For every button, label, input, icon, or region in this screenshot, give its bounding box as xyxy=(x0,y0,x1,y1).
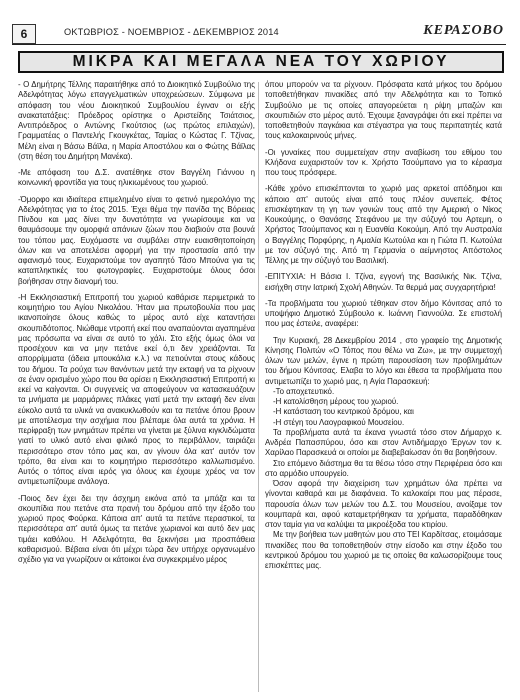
column-divider xyxy=(258,82,259,692)
list-item: -Η κατολίσθηση μέρους του χωριού. xyxy=(273,397,399,406)
list-item: -Το αποχετευτικό. xyxy=(273,386,335,396)
article-paragraph: - Ο Δημήτρης Τέλλης παραιτήθηκε από το Διοικητικό Συμβούλιο της Αδελφότητας λόγω επαγγελματικών υποχρεώσεων. Σύμφωνα με απόφαση του νέου Διοικητικού Συμβουλίου έγιναν οι εξής ανακατατάξεις: Πρόεδρος ορίστηκε ο Αριστείδης Τσιάτσιος, Αντιπρόεδρος ο Αντώνης Γκούτσιος (ως πρώτος επιλαχών), Γραμματέας ο Παντελής Γκουγκέτας, Ταμίας ο Κώστας Γ. Τζίνας, Μέλη είναι η Βάσω Βάϊλα, η Μαρία Αποστόλου και ο Φώτης Βάϊλας (στη θέση του Δημήτρη Μανέκα). xyxy=(18,80,255,161)
list-item: -Η κατάσταση του κεντρικού δρόμου, και xyxy=(273,407,414,417)
article-paragraph: Με την βοήθεια των μαθητών μου στο ΤΕΙ Καρδίτσας, ετοιμάσαμε πινακίδες που θα τοποθετηθούν στην είσοδο και στην έξοδο του κεντρικού δρόμου του χωριού με τις οποίες θα καλωσορίζουμε τους επισκέπτες μας. xyxy=(265,530,502,570)
publication-name: ΚΕΡΑΣΟΒΟ xyxy=(423,23,504,38)
article-paragraph: -Ποιος δεν έχει δει την άσχημη εικόνα από τα μπάζα και τα σκουπίδια που πετάνε στα πρανή του δρόμου από την έξοδο του χωριού προς Φούρκα. Κάποια απ' αυτά τα πετάνε περαστικοί, τα περισσότερα απ' αυτά όμως τα πετάνε χωριανοί και αυτό δεν μας τιμάει καθόλου. Η Αδελφότητα, θα ξεκινήσει μια προσπάθεια καθαρισμού. Βέβαια είναι ότι μέχρι τώρα δεν υπήρχε οργανωμένο σχέδιο για να γνωρίζουν οι κάτοικοι ένα συγκεκριμένο μέρος xyxy=(18,493,255,564)
article-paragraph: -Οι γυναίκες που συμμετείχαν στην αναβίωση του εθίμου του Κλήδονα ευχαριστούν τον κ. Χρήστο Τσούμπανο για το κέρασμα που τους πρόσφερε. xyxy=(265,147,502,177)
article-paragraph: -Τα προβλήματα του χωριού τέθηκαν στον δήμο Κόνιτσας από το υποψήφιο Δημοτικό Σύμβουλο κ. Ιωάννη Γιαννούλα. Σε επιστολή που μας έστειλε, αναφέρει: xyxy=(265,298,502,329)
article-paragraph: -Η Εκκλησιαστική Επιτροπή του χωριού καθάρισε περιμετρικά το κοιμητήριο του Αγίου Νικολάου. Ήταν μια πρωτοβουλία που μας ικανοποίησε όλους καθώς το μέρος αυτό είχε καταντήσει σκουπιδότοπος. Νιώθαμε ντροπή εκεί που αναπαύονται αγαπημένα μας πρόσωπα να είναι σε αυτό το χάλι. Στο εξής όμως όλοι να προσέχουν και να μην πετάνε εκεί ό,τι δεν χρειάζονται. Τα απορρίμματα (άδεια μπουκάλια κ.λ.) να πετιούνται στους κάδους του δήμου. Τα ρούχα των θανόντων μετά την εκταφή να τα ρίχνουν σε έναν ορισμένο χώρο που θα ορίσει η Εκκλησιαστική Επιτροπή κι εκεί να καίγονται. Οι συγγενείς να αποφεύγουν να κατασκευάζουν τα μνήματα με μαρμάρινες πλάκες γιατί μετά την εκταφή δεν είναι εύκολο αυτά τα υλικά να ανακυκλωθούν και τα πετάνε όπου βρουν με αποτέλεσμα την ασχήμια που βλέπαμε όλα αυτά τα χρόνια. Η περίφραξη των μνημάτων πρέπει να γίνεται με ξύλινα κιγκλιδώματα γιατί το υλικό αυτό είναι φιλικό προς το περιβάλλον, ταιριάζει περισσότερο στον τόπο μας και, αν γίνουν όλα κατ' αυτόν τον τρόπο, θα είναι και το κοιμητήριο περισσότερο καλλωπισμένο. Αυτός ο τόπος είναι ιερός για όλους και έχουμε χρέος να τον αντιμετωπίζουμε ανάλογα. xyxy=(18,292,255,487)
article-paragraph: Στο επόμενο διάστημα θα τα θέσω τόσο στην Περιφέρεια όσο και στο αρμόδιο υπουργείο. xyxy=(265,458,502,478)
article-paragraph: -ΕΠΙΤΥΧΙΑ: Η Βάσια Ι. Τζίνα, εγγονή της Βασιλικής Νικ. Τζίνα, εισήχθη στην Ιατρική Σχολή Αθηνών. Τα θερμά μας συγχαρητήρια! xyxy=(265,272,502,292)
article-paragraph: -Κάθε χρόνο επισκέπτονται το χωριό μας αρκετοί απόδημοι και κάποιο απ' αυτούς είναι από τους πλέον συνεπείς. Φέτος επισκέφτηκαν τη γη των γονιών τους από την Αμερική ο Νίκος Κουκούμης, ο Θανάσης Στεφάνου με την σύζυγό του Αρτεμη, ο Χρήστος Τσούμπανος και η Ευανθία Κοκούμη. Από την Αυστραλία ο Βαγγέλης Πορφύρης, η Αμαλία Κωτούλα και η Γιώτα Π. Κωτούλα με τον σύζυγό της. Από τη Γερμανία ο αείμνηστος Απόστολος Τέλλης με την σύζυγό του Βασιλική. xyxy=(265,184,502,265)
article-paragraph: -Με απόφαση του Δ.Σ. ανατέθηκε στον Βαγγέλη Γιάννου η κοινωνική φροντίδα για τους ηλικιωμένους του χωριού. xyxy=(18,168,255,188)
list-item: -Η στέγη του Λαογραφικού Μουσείου. xyxy=(273,417,405,427)
left-column xyxy=(18,80,255,571)
article-paragraph: Τα προβλήματα αυτά τα έκανα γνωστά τόσο στον Δήμαρχο κ. Ανδρέα Παπασπύρου, όσο και στον Αντιδήμαρχο Έργων τον κ. Χαρίλαο Παρασκευά οι οποίοι με διαβεβαίωσαν ότι θα βοηθήσουν. xyxy=(265,427,502,458)
right-column xyxy=(265,80,502,571)
article-paragraph: Την Κυριακή, 28 Δεκεμβρίου 2014 , στο γραφείο της Δημοτικής Κίνησης Πολιτών «Ο Τόπος που θέλω να Ζω», με την συμμετοχή όλων των μελών, έγινε η πρώτη παρουσίαση των προβλημάτων του δήμου Κόνιτσας. Ελαβα το λόγο και έθεσα τα προβλήματα που αντιμετωπίζει το χωριό μας, η Αγία Παρασκευή: xyxy=(265,335,502,386)
header-rule xyxy=(12,44,506,45)
article-paragraph: -Όμορφο και ιδιαίτερα επιμελημένο είναι το φετινό ημερολόγιο της Αδελφότητας για το έτος 2015. Έχει θέμα την πανίδα της Βόρειας Πίνδου και μας δίνει την δυνατότητα να γνωρίσουμε και να θαυμάσουμε την ομορφιά απάνιων ζώων που διαβιούν στα βουνά του τόπου μας. Ευχόμαστε να συμβάλει στην ευαισθητοποίηση όλων και να αποτελέσει αφορμή για την προστασία από την αφανισμό τους. Ευχαριστούμε τον αγαπητό Τάσο Μπούνα για τις καταπληκτικές του φωτογραφίες. Ευχαριστούμε όλους όσοι βοήθησαν στην διανομή του. xyxy=(18,194,255,286)
issue-date: ΟΚΤΩΒΡΙΟΣ - ΝΟΕΜΒΡΙΟΣ - ΔΕΚΕΜΒΡΙΟΣ 2014 xyxy=(64,27,279,37)
article-paragraph: Όσον αφορά την διαχείριση των χρημάτων όλα πρέπει να γίνονται καθαρά και με διαφάνεια. Το καλοκαίρι που μας πέρασε, παρουσία όλων των μελών του Δ.Σ. του Μουσείου, ανοίξαμε τον κουμπαρά και, αφού καταμετρήθηκαν τα χρήματα, παραδόθηκαν στον ταμία για να καλύψει τα μικροέξοδα του κτιρίου. xyxy=(265,479,502,529)
article-paragraph: όπου μπορούν να τα ρίχνουν. Πρόσφατα κατά μήκος του δρόμου τοποθετήθηκαν πινακίδες από την Αδελφότητα και το Τοπικό Συμβούλιο με τις οποίες απαγορεύεται η ρίψη μπαζών και σκουπιδιών στο μέρος αυτό. Έχουμε ξαναγράψει ότι εκεί πρέπει να τοποθετηθούν παγκάκια και στέγαστρα για τους περιπατητές κατά τους καλοκαιρινούς μήνες. xyxy=(265,80,502,141)
page-number: 6 xyxy=(12,24,36,44)
section-title: ΜΙΚΡΑ ΚΑΙ ΜΕΓΑΛΑ ΝΕΑ ΤΟΥ ΧΩΡΙΟΥ xyxy=(18,51,504,73)
